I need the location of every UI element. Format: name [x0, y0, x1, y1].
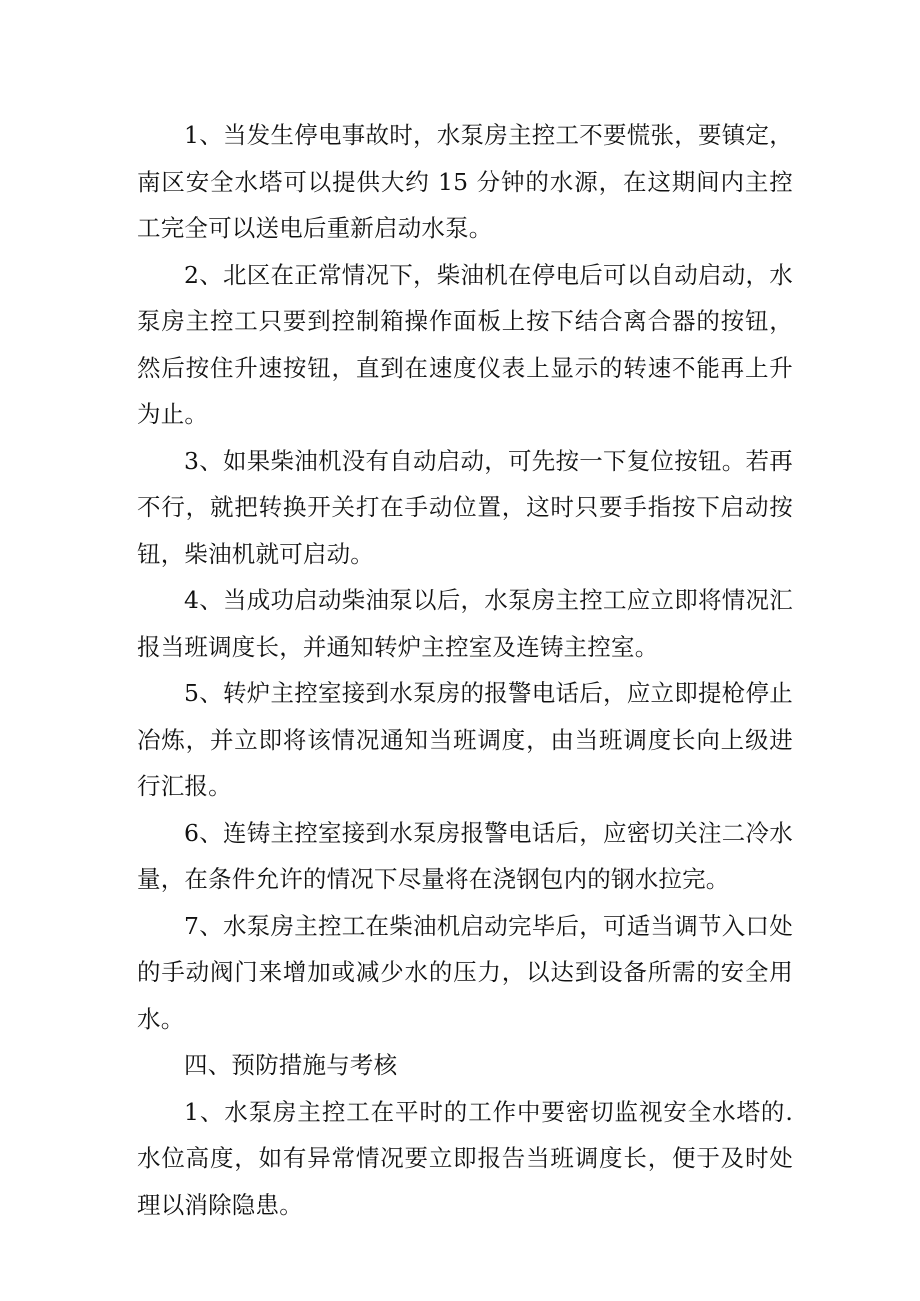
- paragraph-6: 6、连铸主控室接到水泵房报警电话后，应密切关注二冷水量，在条件允许的情况下尽量将在浇钢包内的钢水拉完。: [137, 818, 793, 893]
- paragraph-8: 1、水泵房主控工在平时的工作中要密切监视安全水塔的.水位高度，如有异常情况要立即报告当班调度长，便于及时处理以消除隐患。: [137, 1097, 793, 1219]
- paragraph-1: 1、当发生停电事故时，水泵房主控工不要慌张，要镇定，南区安全水塔可以提供大约 15 分钟的水源，在这期间内主控工完全可以送电后重新启动水泵。: [137, 121, 793, 242]
- paragraph-5: 5、转炉主控室接到水泵房的报警电话后，应立即提枪停止冶炼，并立即将该情况通知当班调度，由当班调度长向上级进行汇报。: [137, 679, 793, 800]
- paragraph-3: 3、如果柴油机没有自动启动，可先按一下复位按钮。若再不行，就把转换开关打在手动位置，这时只要手指按下启动按钮，柴油机就可启动。: [137, 446, 793, 568]
- section-heading: 四、预防措施与考核: [184, 1051, 398, 1079]
- paragraph-2: 2、北区在正常情况下，柴油机在停电后可以自动启动，水泵房主控工只要到控制箱操作面板上按下结合离合器的按钮，然后按住升速按钮，直到在速度仪表上显示的转速不能再上升为止。: [137, 260, 793, 428]
- paragraph-7: 7、水泵房主控工在柴油机启动完毕后，可适当调节入口处的手动阀门来增加或减少水的压力，以达到设备所需的安全用水。: [137, 911, 793, 1033]
- paragraph-4: 4、当成功启动柴油泵以后，水泵房主控工应立即将情况汇报当班调度长，并通知转炉主控室及连铸主控室。: [137, 586, 793, 661]
- document-body: [137, 112, 793, 1228]
